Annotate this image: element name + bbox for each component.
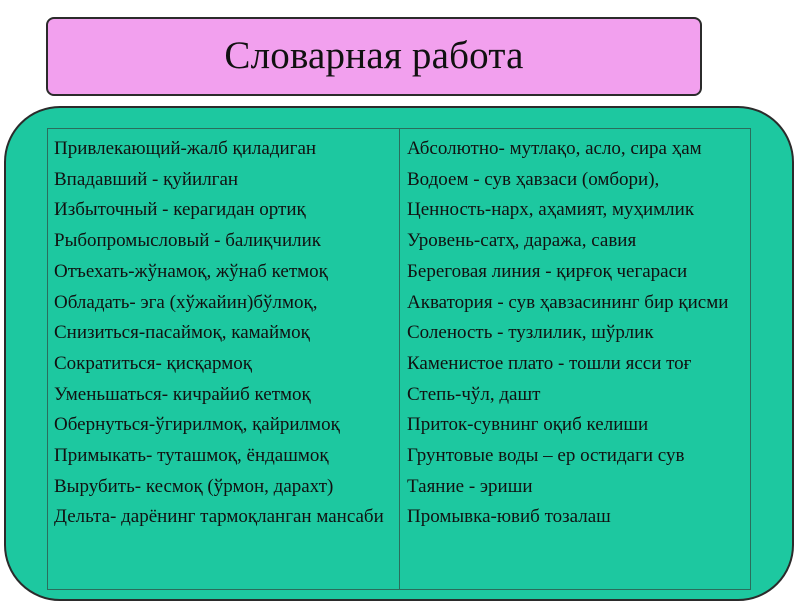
vocab-entry: Отъехать-жўнамоқ, жўнаб кетмоқ <box>54 260 328 282</box>
vocab-entry: Приток-сувнинг оқиб келиши <box>407 414 649 436</box>
vocab-entry: Привлекающий-жалб қиладиган <box>54 138 317 159</box>
vocab-entry: Снизиться-пасаймоқ, камаймоқ <box>54 322 310 344</box>
vocab-entry: Таяние - эриши <box>407 475 533 497</box>
vocab-entry: Вырубить- кесмоқ (ўрмон, дарахт) <box>54 475 334 497</box>
vocab-entry: Впадавший - қуйилган <box>54 168 239 190</box>
vocab-entry: Примыкать- туташмоқ, ёндашмоқ <box>54 445 329 467</box>
vocab-entry: Промывка-ювиб тозалаш <box>407 506 611 528</box>
right-column <box>407 134 746 533</box>
vocab-entry: Абсолютно- мутлақо, асло, сира ҳам <box>407 138 702 159</box>
vocab-entry: Грунтовые воды – ер остидаги сув <box>407 445 685 467</box>
vocab-entry: Обладать- эга (хўжайин)бўлмоқ, <box>54 291 318 313</box>
vocab-entry: Водоем - сув ҳавзаси (омбори), <box>407 168 660 190</box>
vocab-entry: Соленость - тузлилик, шўрлик <box>407 322 654 344</box>
vocab-entry: Уменьшаться- кичрайиб кетмоқ <box>54 383 311 405</box>
vocab-entry: Избыточный - керагидан ортиқ <box>54 199 306 221</box>
vocab-entry: Акватория - сув ҳавзасининг бир қисми <box>407 291 729 313</box>
vocab-entry: Сократиться- қисқармоқ <box>54 352 252 374</box>
vocab-entry: Ценность-нарх, аҳамият, муҳимлик <box>407 199 695 221</box>
vocab-entry: Уровень-сатҳ, даража, савия <box>407 230 637 252</box>
title-banner <box>46 17 702 96</box>
vocab-entry: Каменистое плато - тошли ясси тоғ <box>407 352 692 374</box>
vocab-entry: Рыбопромысловый - балиқчилик <box>54 230 321 252</box>
vocab-entry: Дельта- дарёнинг тармоқланган мансаби <box>54 506 384 528</box>
vocab-entry: Степь-чўл, дашт <box>407 383 541 405</box>
left-column <box>54 134 393 533</box>
column-divider <box>399 129 400 590</box>
vocab-entry: Обернуться-ўгирилмоқ, қайрилмоқ <box>54 414 340 436</box>
vocab-entry: Береговая линия - қирғоқ чегараси <box>407 260 688 282</box>
page-title: Словарная работа <box>224 34 524 77</box>
